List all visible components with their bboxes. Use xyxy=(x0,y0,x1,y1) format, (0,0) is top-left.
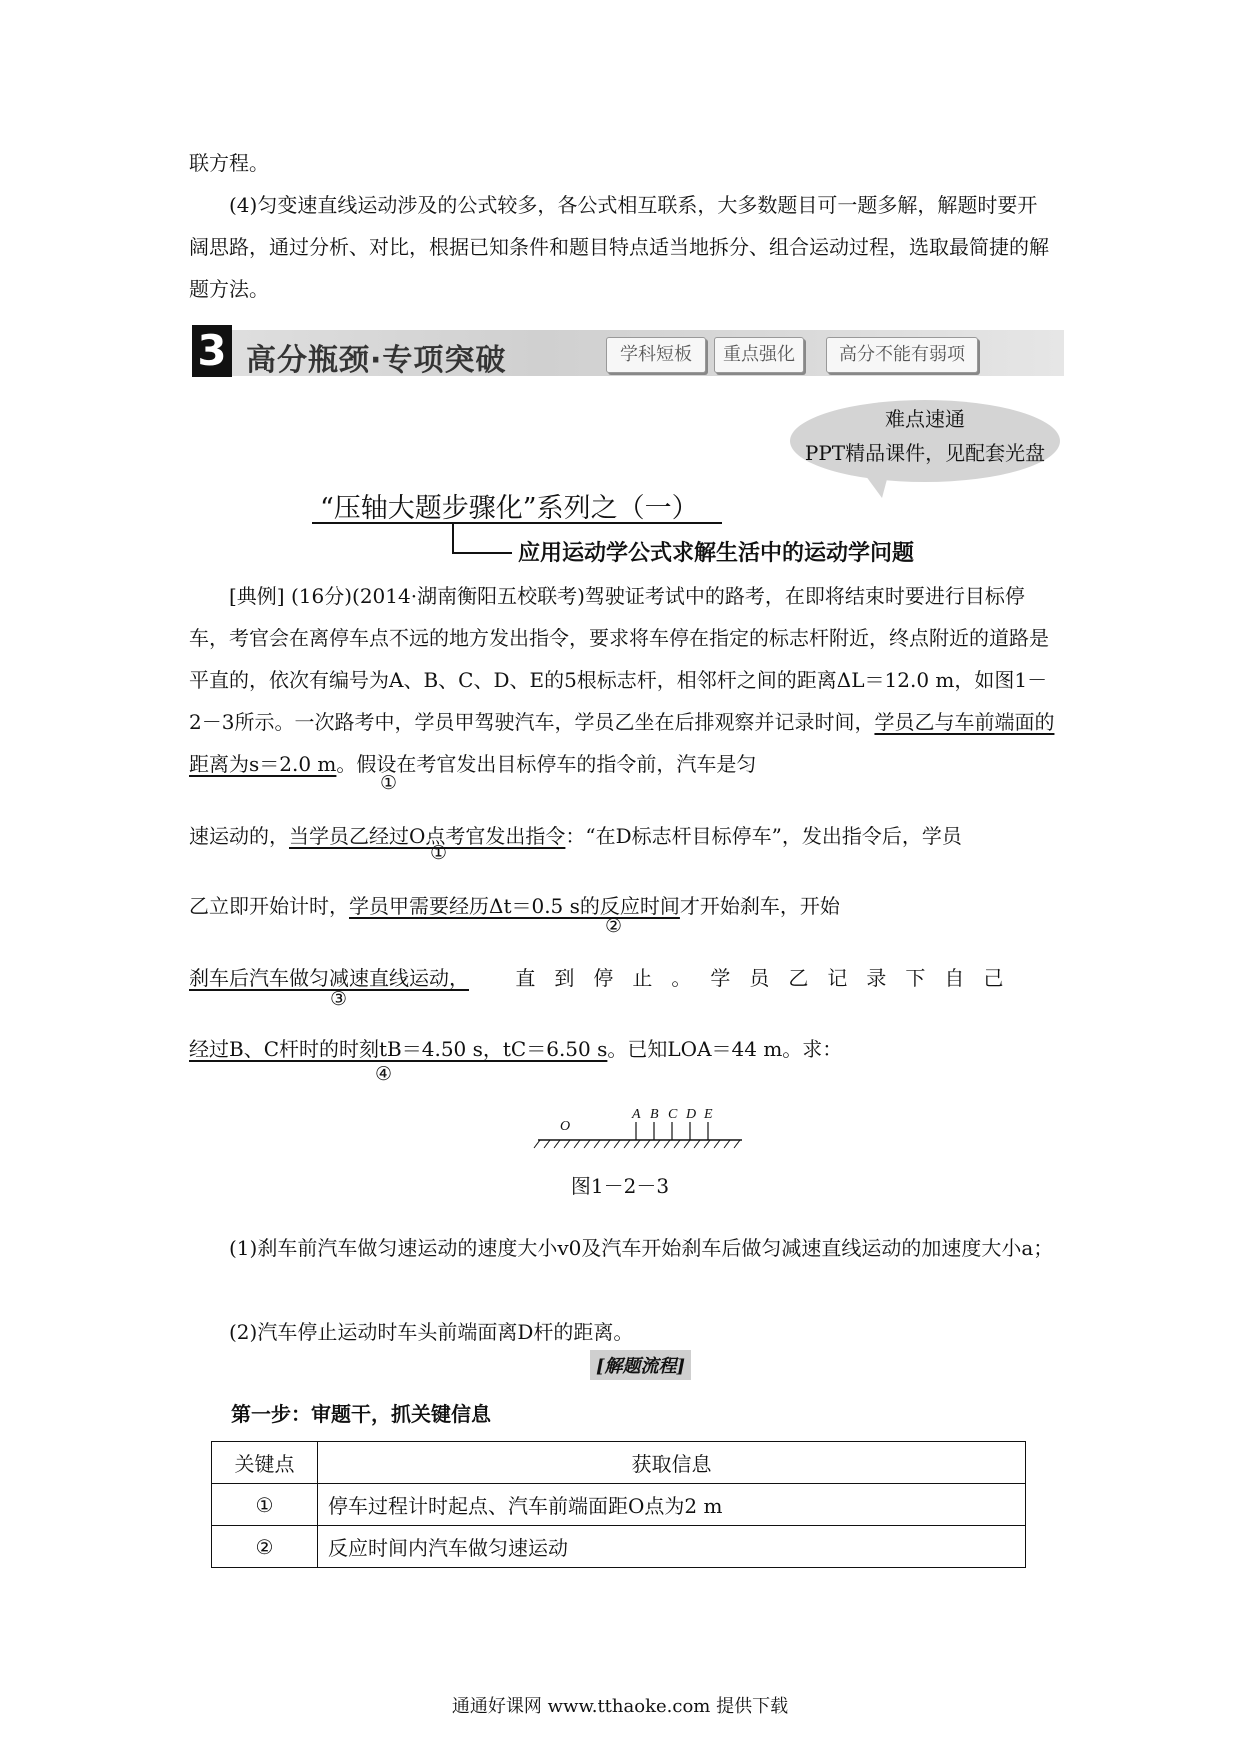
example-score: (16分)(2014·湖南衡阳五校联考) xyxy=(290,584,585,608)
example-text: 乙立即开始计时， xyxy=(189,894,349,918)
mark-1b: ① xyxy=(430,842,448,864)
table-cell-info: 停车过程计时起点、汽车前端面距O点为2 m xyxy=(318,1484,1026,1526)
example-text: ：“在D标志杆目标停车”，发出指令后，学员 xyxy=(565,824,962,848)
table-row xyxy=(212,1526,1026,1568)
example-text: 。假设在考官发出目标停车的指令前，汽车是匀 xyxy=(336,752,757,776)
tab-subject-weakness[interactable]: 学科短板 xyxy=(606,337,706,373)
figure-caption: 图1－2－3 xyxy=(570,1174,670,1198)
mark-4: ④ xyxy=(375,1063,393,1085)
tab-no-weakness[interactable]: 高分不能有弱项 xyxy=(826,337,978,373)
table-cell-info: 反应时间内汽车做匀速运动 xyxy=(318,1526,1026,1568)
label-e: E xyxy=(704,1107,713,1122)
question-2: (2)汽车停止运动时车头前端面离D杆的距离。 xyxy=(229,1320,634,1344)
table-row xyxy=(212,1484,1026,1526)
label-b: B xyxy=(650,1107,659,1122)
label-o: O xyxy=(560,1119,571,1134)
mark-2: ② xyxy=(605,915,623,937)
key-info-4: 经过B、C杆时的时刻tB＝4.50 s，tC＝6.50 s xyxy=(189,1037,608,1061)
text-line: 联方程。 xyxy=(189,151,269,175)
key-info-2: 学员甲需要经历Δt＝0.5 s的反应时间 xyxy=(349,894,680,918)
page-footer: 通通好课网 www.tthaoke.com 提供下载 xyxy=(451,1696,789,1717)
series-subtitle: 应用运动学公式求解生活中的运动学问题 xyxy=(518,541,915,566)
key-info-1: 学员乙与车前端面的距离为s＝2.0 m xyxy=(189,710,1055,776)
question-1: (1)刹车前汽车做匀速运动的速度大小v0及汽车开始刹车后做匀减速直线运动的加速度大小a； xyxy=(229,1236,1054,1260)
header-info: 获取信息 xyxy=(318,1442,1026,1484)
header-key-point: 关键点 xyxy=(212,1442,318,1484)
example-tag: [典例] xyxy=(229,584,285,608)
example-line xyxy=(189,957,1055,999)
bubble-text xyxy=(790,402,1060,470)
table-header-row xyxy=(212,1442,1026,1484)
example-text: 驾驶证考试中的路考，在即将结束时要进行目标停车，考官会在离停车点不远的地方发出指令，要求将车停在指定的标志杆附近，终点附近的道路是平直的，依次有编号为A、B、C、D、E的5根标志杆，相邻杆之间的距离ΔL＝12.0 m，如图1－2－3所示。一次路考中，学员甲驾驶汽车，学员乙坐在后排观察并记录时间， xyxy=(189,584,1049,734)
label-a: A xyxy=(632,1107,641,1122)
series-sub-connector xyxy=(452,552,512,554)
bubble-line-2: PPT精品课件，见配套光盘 xyxy=(804,441,1046,465)
marker-poles xyxy=(636,1122,708,1140)
solution-flow-label: [解题流程] xyxy=(590,1350,691,1380)
table-cell-key: ② xyxy=(212,1526,318,1568)
speech-bubble-tail xyxy=(860,468,890,498)
paragraph-4: (4)匀变速直线运动涉及的公式较多，各公式相互联系，大多数题目可一题多解，解题时要开阔思路，通过分析、对比，根据已知条件和题目特点适当地拆分、组合运动过程，选取最简捷的解题方法。 xyxy=(189,193,1049,301)
mark-3: ③ xyxy=(330,988,348,1010)
example-line xyxy=(189,1028,1055,1070)
example-line xyxy=(189,815,1055,857)
table-cell-key: ① xyxy=(212,1484,318,1526)
step-1-heading: 第一步：审题干，抓关键信息 xyxy=(231,1402,491,1426)
label-c: C xyxy=(668,1107,678,1122)
key-info-3: 刹车后汽车做匀减速直线运动， xyxy=(189,966,469,990)
example-paragraph xyxy=(189,575,1055,785)
label-d: D xyxy=(686,1107,697,1122)
key-info-1b: 当学员乙经过O点考官发出指令 xyxy=(289,824,566,848)
example-text: 才开始刹车，开始 xyxy=(679,894,840,918)
section-number: 3 xyxy=(192,325,232,377)
road-hatching xyxy=(534,1140,740,1148)
example-text: 速运动的， xyxy=(189,824,289,848)
example-text: 直到停止。学员乙记录下自己 xyxy=(515,966,1023,990)
series-title: “压轴大题步骤化”系列之（一） xyxy=(320,493,699,524)
series-underline xyxy=(312,522,722,524)
section-title: 高分瓶颈·专项突破 xyxy=(246,343,507,378)
key-info-table xyxy=(211,1441,1026,1568)
road-figure xyxy=(530,1100,750,1155)
series-connector xyxy=(452,522,454,552)
bubble-line-1: 难点速通 xyxy=(885,407,965,431)
example-text: 。已知LOA＝44 m。求： xyxy=(607,1037,843,1061)
mark-1: ① xyxy=(380,772,398,794)
tab-key-strengthen[interactable]: 重点强化 xyxy=(714,337,804,373)
